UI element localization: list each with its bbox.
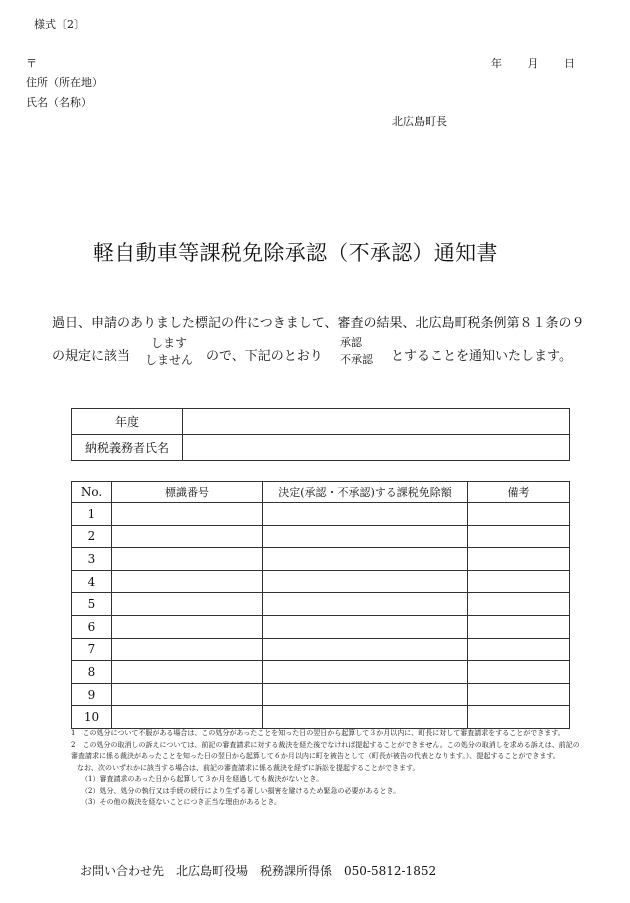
info-value [183,435,570,461]
row-number: 6 [72,615,112,638]
table-row [72,503,570,526]
cell [468,683,570,706]
row-number: 3 [72,548,112,571]
cell [468,548,570,571]
cell [263,548,468,571]
cell [112,525,263,548]
cell [112,661,263,684]
table-row [72,638,570,661]
cell [468,706,570,729]
cell [263,615,468,638]
date-month: 月 [527,57,539,70]
row-number: 7 [72,638,112,661]
table-row [72,548,570,571]
info-value [183,409,570,435]
cell [112,570,263,593]
cell [263,706,468,729]
contact-info: お問い合わせ先 北広島町役場 税務課所得係 050-5812-1852 [80,864,437,878]
cell [468,593,570,616]
row-number: 8 [72,661,112,684]
table-row [72,683,570,706]
detail-table [71,481,570,729]
cell [263,525,468,548]
note-item: （2）処分、処分の執行又は手続の続行により生ずる著しい損害を避けるため緊急の必要があるとき。 [81,786,401,795]
table-row [72,615,570,638]
address-label: 住所（所在地） [26,76,103,89]
note-item: （1）審査請求のあった日から起算して３か月を経過しても裁決がないとき。 [81,775,324,783]
cell [112,683,263,706]
date-line [491,55,597,71]
table-row [72,570,570,593]
option-applies: します [151,336,188,350]
header-exemption-amount: 決定(承認・不承認)する課税免除額 [263,482,468,503]
cell [263,503,468,526]
cell [112,638,263,661]
body-line-1: 過日、申請のありました標記の件につきまして、審査の結果、北広島町税条例第８１条の９ [52,316,585,331]
table-row [72,706,570,729]
row-number: 9 [72,683,112,706]
table-row [72,661,570,684]
cell [468,638,570,661]
note-item: （3）その他の裁決を経ないことにつき正当な理由があるとき。 [81,798,282,806]
table-row [72,593,570,616]
row-number: 10 [72,706,112,729]
note-item: 1 この処分について不服がある場合は、この処分があったことを知った日の翌日から起算して３か月以内に、町長に対して審査請求をすることができます。 [71,729,565,737]
info-label: 年度 [72,409,183,435]
cell [263,593,468,616]
info-row-taxpayer [72,435,570,461]
cell [112,706,263,729]
body-line-2-start: の規定に該当 [52,349,131,364]
cell [112,503,263,526]
cell [263,683,468,706]
cell [468,525,570,548]
date-year: 年 [491,57,502,70]
detail-header-row [72,482,570,503]
cell [468,661,570,684]
zip-mark: 〒 [26,57,37,70]
form-number: 様式〔2〕 [34,18,85,31]
info-table [71,408,570,461]
row-number: 1 [72,503,112,526]
cell [112,548,263,571]
header-remarks: 備考 [468,482,570,503]
info-row-year [72,409,570,435]
row-number: 4 [72,570,112,593]
body-line-2-mid: ので、下記のとおり [206,349,323,364]
table-row [72,525,570,548]
note-item: なお、次のいずれかに該当する場合は、前記の審査請求に係る裁決を経ずに訴訟を提起することができます。 [77,763,420,772]
issuer: 北広島町長 [392,115,447,128]
cell [263,661,468,684]
info-label: 納税義務者氏名 [72,435,183,461]
cell [468,503,570,526]
header-no: No. [72,482,112,503]
row-number: 5 [72,593,112,616]
option-approved: 承認 [340,336,362,349]
row-number: 2 [72,525,112,548]
cell [468,570,570,593]
cell [112,593,263,616]
document-title: 軽自動車等課税免除承認（不承認）通知書 [93,241,498,265]
option-not-applies: しません [145,353,194,367]
header-plate-number: 標識番号 [112,482,263,503]
notes [71,728,581,809]
body-line-2-tail: とすることを通知いたします。 [391,349,572,364]
note-item: 2 この処分の取消しの訴えについては、前記の審査請求に対する裁決を経た後でなければ提起することができません。この処分の取消しを求める訴えは、前記の審査請求に係る裁決があったことを知った日の翌日から起算して６か月以内に町を被告として（町長が被告の代表となります。）、提起することができます。 [71,740,580,760]
cell [112,615,263,638]
cell [468,615,570,638]
name-label: 氏名（名称） [26,96,92,109]
cell [263,638,468,661]
cell [263,570,468,593]
option-not-approved: 不承認 [340,353,373,366]
date-day: 日 [564,57,575,70]
